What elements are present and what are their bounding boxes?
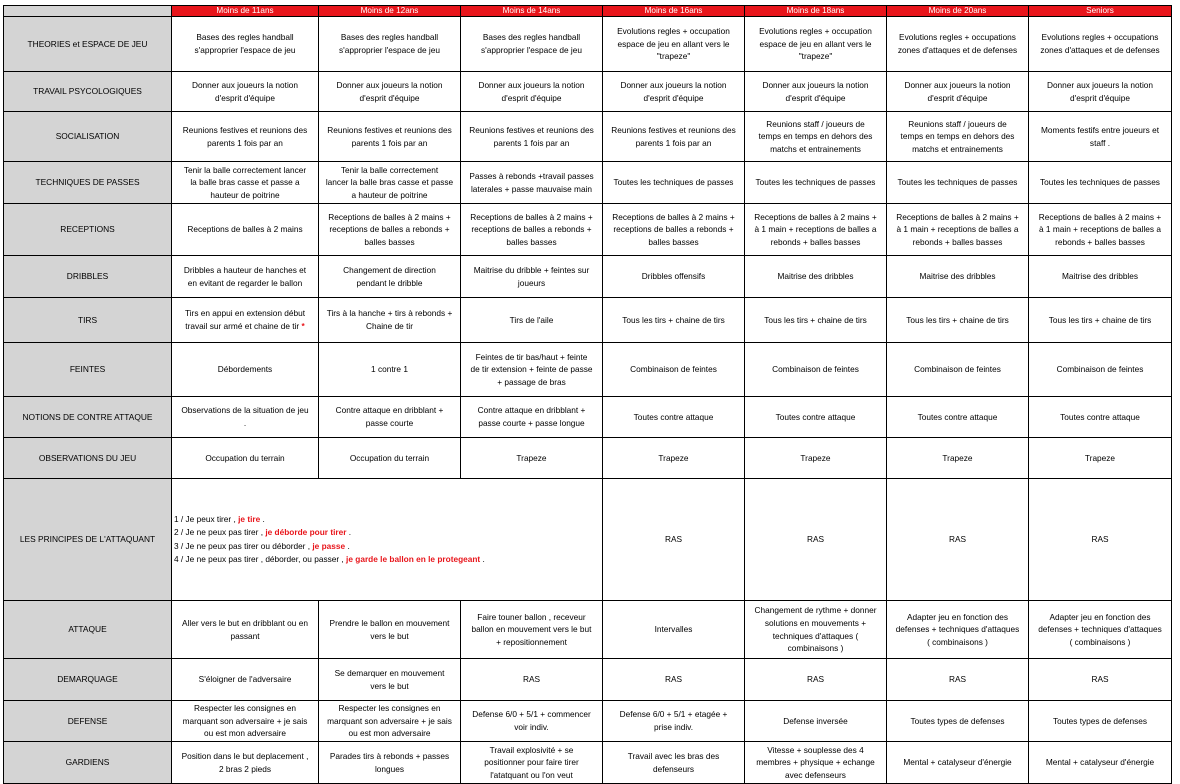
column-header: Moins de 20ans xyxy=(887,6,1029,17)
table-cell: Toutes les techniques de passes xyxy=(745,162,887,204)
table-cell: Changement de direction pendant le dribble xyxy=(319,256,461,298)
table-cell: Toutes les techniques de passes xyxy=(1029,162,1172,204)
table-cell: Parades tirs à rebonds + passes longues xyxy=(319,742,461,784)
row-label: TECHNIQUES DE PASSES xyxy=(4,162,172,204)
table-cell: Toutes contre attaque xyxy=(1029,397,1172,438)
table-row xyxy=(4,298,1172,343)
table-cell: Defense 6/0 + 5/1 + commencer voir indiv. xyxy=(461,701,603,742)
table-cell: RAS xyxy=(887,659,1029,701)
table-cell: Tenir la balle correctement lancer la balle bras casse et passe a hauteur de poitrine xyxy=(172,162,319,204)
column-header: Moins de 12ans xyxy=(319,6,461,17)
row-label: DEFENSE xyxy=(4,701,172,742)
principle-line xyxy=(174,513,601,526)
table-cell: Tirs de l'aile xyxy=(461,298,603,343)
table-cell: S'éloigner de l'adversaire xyxy=(172,659,319,701)
table-cell: Trapeze xyxy=(461,438,603,479)
table-row xyxy=(4,397,1172,438)
table-cell: Mental + catalyseur d'énergie xyxy=(1029,742,1172,784)
table-cell: Receptions de balles à 2 mains + à 1 main + receptions de balles a rebonds + balles basses xyxy=(887,204,1029,256)
row-label: THEORIES et ESPACE DE JEU xyxy=(4,17,172,72)
table-cell: Maitrise du dribble + feintes sur joueurs xyxy=(461,256,603,298)
table-cell: Donner aux joueurs la notion d'esprit d'équipe xyxy=(319,72,461,112)
table-row xyxy=(4,204,1172,256)
row-label: TRAVAIL PSYCOLOGIQUES xyxy=(4,72,172,112)
principle-highlight: je tire xyxy=(238,513,261,524)
table-cell: Travail explosivité + se positionner pour faire tirer l'atatquant ou l'on veut xyxy=(461,742,603,784)
row-label: RECEPTIONS xyxy=(4,204,172,256)
table-cell: Prendre le ballon en mouvement vers le but xyxy=(319,601,461,659)
table-cell: Receptions de balles à 2 mains + receptions de balles a rebonds + balles basses xyxy=(603,204,745,256)
table-cell: Toutes types de defenses xyxy=(887,701,1029,742)
table-cell: RAS xyxy=(603,479,745,601)
footnote-star: * xyxy=(301,321,305,331)
table-cell: Receptions de balles à 2 mains + à 1 main + receptions de balles a rebonds + balles basses xyxy=(745,204,887,256)
row-label: FEINTES xyxy=(4,343,172,397)
table-row xyxy=(4,256,1172,298)
table-cell: Vitesse + souplesse des 4 membres + physique + echange avec defenseurs xyxy=(745,742,887,784)
table-cell: RAS xyxy=(1029,479,1172,601)
training-program-table xyxy=(3,5,1172,784)
principle-line xyxy=(174,540,601,553)
table-cell: Tenir la balle correctement lancer la balle bras casse et passe a hauteur de poitrine xyxy=(319,162,461,204)
table-cell: Tous les tirs + chaine de tirs xyxy=(745,298,887,343)
table-cell: Respecter les consignes en marquant son adversaire + je sais ou est mon adversaire xyxy=(172,701,319,742)
principle-line xyxy=(174,553,601,566)
row-label: OBSERVATIONS DU JEU xyxy=(4,438,172,479)
table-cell: Donner aux joueurs la notion d'esprit d'équipe xyxy=(745,72,887,112)
principle-text: 1 / Je peux tirer , xyxy=(174,513,239,524)
table-cell: Toutes types de defenses xyxy=(1029,701,1172,742)
principle-text: 2 / Je ne peux pas tirer , xyxy=(174,527,266,538)
table-cell: Toutes les techniques de passes xyxy=(603,162,745,204)
table-cell: Receptions de balles à 2 mains + receptions de balles a rebonds + balles basses xyxy=(319,204,461,256)
table-cell: Combinaison de feintes xyxy=(887,343,1029,397)
table-cell: Evolutions regles + occupations zones d'attaques et de defenses xyxy=(1029,17,1172,72)
table-row xyxy=(4,112,1172,162)
table-cell: Travail avec les bras des defenseurs xyxy=(603,742,745,784)
table-cell: Observations de la situation de jeu . xyxy=(172,397,319,438)
table-cell: Tous les tirs + chaine de tirs xyxy=(887,298,1029,343)
principle-text: 3 / Je ne peux pas tirer ou déborder , xyxy=(174,540,313,551)
row-label: GARDIENS xyxy=(4,742,172,784)
table-cell: Bases des regles handball s'approprier l'espace de jeu xyxy=(319,17,461,72)
table-cell: Position dans le but deplacement , 2 bras 2 pieds xyxy=(172,742,319,784)
table-cell: RAS xyxy=(603,659,745,701)
table-cell: Feintes de tir bas/haut + feinte de tir extension + feinte de passe + passage de bras xyxy=(461,343,603,397)
principle-highlight: je passe xyxy=(312,540,346,551)
table-cell xyxy=(172,298,319,343)
header-row xyxy=(4,6,1172,17)
table-cell: Receptions de balles à 2 mains + à 1 main + receptions de balles a rebonds + balles basses xyxy=(1029,204,1172,256)
table-cell: Donner aux joueurs la notion d'esprit d'équipe xyxy=(887,72,1029,112)
cell-text: Tirs en appui en extension début travail sur armé et chaine de tir xyxy=(184,308,306,331)
table-cell: Occupation du terrain xyxy=(172,438,319,479)
table-cell: Contre attaque en dribblant + passe courte xyxy=(319,397,461,438)
table-cell: Reunions festives et reunions des parents 1 fois par an xyxy=(172,112,319,162)
table-row xyxy=(4,343,1172,397)
table-row xyxy=(4,17,1172,72)
table-cell: Donner aux joueurs la notion d'esprit d'équipe xyxy=(1029,72,1172,112)
corner-cell xyxy=(4,6,172,17)
table-cell: Adapter jeu en fonction des defenses + techniques d'attaques ( combinaisons ) xyxy=(887,601,1029,659)
table-cell: RAS xyxy=(745,659,887,701)
table-cell: Bases des regles handball s'approprier l'espace de jeu xyxy=(172,17,319,72)
table-cell: Maitrise des dribbles xyxy=(887,256,1029,298)
table-cell: Toutes contre attaque xyxy=(603,397,745,438)
table-cell: Tirs à la hanche + tirs à rebonds + Chaine de tir xyxy=(319,298,461,343)
table-cell: Reunions staff / joueurs de temps en temps en dehors des matchs et entrainements xyxy=(745,112,887,162)
table-row xyxy=(4,659,1172,701)
table-cell: Moments festifs entre joueurs et staff . xyxy=(1029,112,1172,162)
column-header: Moins de 16ans xyxy=(603,6,745,17)
principle-end: . xyxy=(346,527,352,538)
table-cell: Mental + catalyseur d'énergie xyxy=(887,742,1029,784)
table-cell: RAS xyxy=(887,479,1029,601)
table-cell: Se demarquer en mouvement vers le but xyxy=(319,659,461,701)
table-row xyxy=(4,742,1172,784)
principle-end: . xyxy=(345,540,350,551)
table-row xyxy=(4,479,1172,601)
table-cell: Donner aux joueurs la notion d'esprit d'équipe xyxy=(461,72,603,112)
table-cell: Débordements xyxy=(172,343,319,397)
table-row xyxy=(4,701,1172,742)
table-cell: Evolutions regles + occupation espace de jeu en allant vers le "trapeze" xyxy=(603,17,745,72)
table-row xyxy=(4,72,1172,112)
row-label: DEMARQUAGE xyxy=(4,659,172,701)
table-cell: Combinaison de feintes xyxy=(1029,343,1172,397)
table-cell: Toutes les techniques de passes xyxy=(887,162,1029,204)
table-cell: Defense inversée xyxy=(745,701,887,742)
table-cell: RAS xyxy=(1029,659,1172,701)
table-cell: Combinaison de feintes xyxy=(745,343,887,397)
table-cell: Toutes contre attaque xyxy=(745,397,887,438)
table-cell: Reunions festives et reunions des parents 1 fois par an xyxy=(461,112,603,162)
principle-line xyxy=(174,526,601,539)
column-header: Moins de 14ans xyxy=(461,6,603,17)
column-header: Seniors xyxy=(1029,6,1172,17)
table-cell: Maitrise des dribbles xyxy=(745,256,887,298)
table-cell: Trapeze xyxy=(1029,438,1172,479)
table-cell: Tous les tirs + chaine de tirs xyxy=(603,298,745,343)
table-cell: Trapeze xyxy=(603,438,745,479)
table-cell: Donner aux joueurs la notion d'esprit d'équipe xyxy=(172,72,319,112)
row-label: LES PRINCIPES DE L'ATTAQUANT xyxy=(4,479,172,601)
principle-text: 4 / Je ne peux pas tirer , déborder, ou passer , xyxy=(174,553,347,564)
principle-end: . xyxy=(480,553,485,564)
table-row xyxy=(4,438,1172,479)
principle-highlight: je déborde pour tirer xyxy=(265,527,347,538)
principle-highlight: je garde le ballon en le protegeant xyxy=(346,553,481,564)
table-cell: Receptions de balles à 2 mains xyxy=(172,204,319,256)
table-cell: Evolutions regles + occupation espace de jeu en allant vers le "trapeze" xyxy=(745,17,887,72)
table-cell: Maitrise des dribbles xyxy=(1029,256,1172,298)
table-cell: Reunions staff / joueurs de temps en temps en dehors des matchs et entrainements xyxy=(887,112,1029,162)
table-cell: Passes à rebonds +travail passes laterales + passe mauvaise main xyxy=(461,162,603,204)
table-cell: Receptions de balles à 2 mains + receptions de balles a rebonds + balles basses xyxy=(461,204,603,256)
row-label: ATTAQUE xyxy=(4,601,172,659)
row-label: DRIBBLES xyxy=(4,256,172,298)
table-cell: Combinaison de feintes xyxy=(603,343,745,397)
table-cell: Contre attaque en dribblant + passe courte + passe longue xyxy=(461,397,603,438)
table-cell: Changement de rythme + donner solutions en mouvements + techniques d'attaques ( combinaisons ) xyxy=(745,601,887,659)
table-cell: RAS xyxy=(745,479,887,601)
table-cell: Trapeze xyxy=(745,438,887,479)
row-label: SOCIALISATION xyxy=(4,112,172,162)
table-cell: Adapter jeu en fonction des defenses + techniques d'attaques ( combinaisons ) xyxy=(1029,601,1172,659)
table-cell: Respecter les consignes en marquant son adversaire + je sais ou est mon adversaire xyxy=(319,701,461,742)
table-cell: Dribbles offensifs xyxy=(603,256,745,298)
column-header: Moins de 18ans xyxy=(745,6,887,17)
table-cell: Tous les tirs + chaine de tirs xyxy=(1029,298,1172,343)
table-cell: Evolutions regles + occupations zones d'attaques et de defenses xyxy=(887,17,1029,72)
table-cell: Intervalles xyxy=(603,601,745,659)
table-cell: Reunions festives et reunions des parents 1 fois par an xyxy=(319,112,461,162)
table-cell: RAS xyxy=(461,659,603,701)
table-cell: Occupation du terrain xyxy=(319,438,461,479)
table-cell: Trapeze xyxy=(887,438,1029,479)
table-row xyxy=(4,601,1172,659)
row-label: NOTIONS DE CONTRE ATTAQUE xyxy=(4,397,172,438)
column-header: Moins de 11ans xyxy=(172,6,319,17)
table-cell: Bases des regles handball s'approprier l'espace de jeu xyxy=(461,17,603,72)
table-cell: Toutes contre attaque xyxy=(887,397,1029,438)
table-row xyxy=(4,162,1172,204)
attacker-principles-cell xyxy=(172,479,603,601)
table-cell: Defense 6/0 + 5/1 + etagée + prise indiv. xyxy=(603,701,745,742)
table-cell: 1 contre 1 xyxy=(319,343,461,397)
table-cell: Donner aux joueurs la notion d'esprit d'équipe xyxy=(603,72,745,112)
table-cell: Dribbles a hauteur de hanches et en evitant de regarder le ballon xyxy=(172,256,319,298)
table-cell: Faire touner ballon , receveur ballon en mouvement vers le but + repositionnement xyxy=(461,601,603,659)
principle-end: . xyxy=(260,513,265,524)
row-label: TIRS xyxy=(4,298,172,343)
table-cell: Reunions festives et reunions des parents 1 fois par an xyxy=(603,112,745,162)
table-cell: Aller vers le but en dribblant ou en passant xyxy=(172,601,319,659)
